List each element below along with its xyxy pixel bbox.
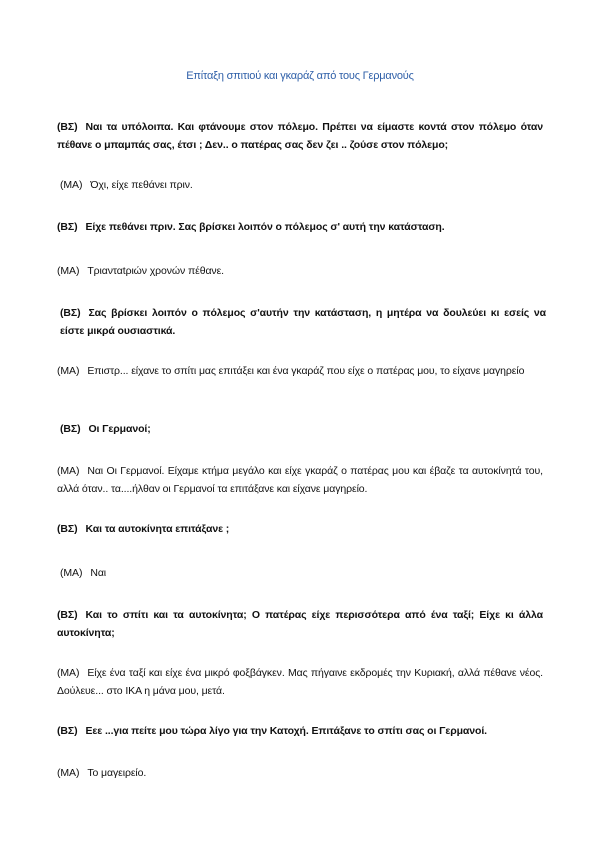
entry-text: Οι Γερμανοί; (88, 423, 151, 435)
dialogue-entry (57, 218, 543, 236)
speaker-label: (ΒΣ) (57, 121, 78, 133)
entry-text: Ναι (90, 567, 107, 579)
dialogue-entry (57, 462, 543, 498)
entry-text: Όχι, είχε πεθάνει πριν. (90, 179, 193, 191)
speaker-label: (ΜΑ) (57, 365, 80, 377)
dialogue-entry (57, 606, 543, 642)
entry-text: Και το σπίτι και τα αυτοκίνητα; Ο πατέρας είχε περισσότερα από ένα ταξί; Είχε κι άλλα αυτοκίνητα; (57, 609, 543, 639)
entry-text: Επιστρ... είχανε το σπίτι μας επιτάξει και ένα γκαράζ που είχε ο πατέρας μου, το είχανε μαγηρείο (87, 365, 525, 377)
speaker-label: (ΜΑ) (60, 179, 83, 191)
entry-text: Σας βρίσκει λοιπόν ο πόλεμος σ'αυτήν την κατάσταση, η μητέρα να δουλεύει κι εσείς να είστε μικρά ουσιαστικά. (60, 307, 546, 337)
speaker-label: (ΒΣ) (57, 221, 78, 233)
speaker-label: (ΜΑ) (60, 567, 83, 579)
dialogue-entry (57, 262, 543, 280)
dialogue-entry (57, 564, 546, 582)
speaker-label: (ΒΣ) (57, 609, 78, 621)
entry-text: Εεε ...για πείτε μου τώρα λίγο για την Κατοχή. Επιτάξανε το σπίτι σας οι Γερμανοί. (85, 725, 487, 737)
dialogue-entry (57, 664, 543, 700)
speaker-label: (ΜΑ) (57, 767, 80, 779)
speaker-label: (ΜΑ) (57, 465, 80, 477)
entry-text: Και τα αυτοκίνητα επιτάξανε ; (85, 523, 230, 535)
entry-text: Ναι τα υπόλοιπα. Και φτάνουμε στον πόλεμο. Πρέπει να είμαστε κοντά στον πόλεμο όταν πέθανε ο μπαμπάς σας, έτσι ; Δεν.. ο πατέρας σας δεν ζει .. ζούσε στον πόλεμο; (57, 121, 543, 151)
document-title: Επίταξη σπιτιού και γκαράζ από τους Γερμανούς (186, 70, 414, 82)
entry-text: Ναι Οι Γερμανοί. Είχαμε κτήμα μεγάλο και είχε γκαράζ ο πατέρας μου και έβαζε τα αυτοκίνητά του, αλλά όταν.. τα....ήλθαν οι Γερμανοί τα επιτάξανε και είχανε μαγηρείο. (57, 465, 543, 495)
entry-text: Είχε ένα ταξί και είχε ένα μικρό φοξβάγκεν. Μας πήγαινε εκδρομές την Κυριακή, αλλά πέθανε νέος. Δούλευε... στο ΙΚΑ η μάνα μου, μετά. (57, 667, 543, 697)
speaker-label: (ΒΣ) (57, 523, 78, 535)
entry-text: Τριανταtριών χρονών πέθανε. (87, 265, 224, 277)
speaker-label: (ΒΣ) (60, 307, 81, 319)
dialogue-entry (57, 722, 543, 740)
dialogue-entry (57, 764, 543, 782)
entry-text: Είχε πεθάνει πριν. Σας βρίσκει λοιπόν ο πόλεμος σ' αυτή την κατάσταση. (85, 221, 445, 233)
speaker-label: (ΜΑ) (57, 265, 80, 277)
dialogue-entry (57, 362, 543, 380)
dialogue-entry (57, 118, 543, 154)
dialogue-entry (57, 176, 546, 194)
entry-text: Το μαγειρείο. (87, 767, 147, 779)
speaker-label: (ΒΣ) (57, 725, 78, 737)
speaker-label: (ΜΑ) (57, 667, 80, 679)
dialogue-entry (57, 520, 543, 538)
speaker-label: (ΒΣ) (60, 423, 81, 435)
dialogue-entry (57, 304, 546, 340)
dialogue-entry (57, 420, 546, 438)
